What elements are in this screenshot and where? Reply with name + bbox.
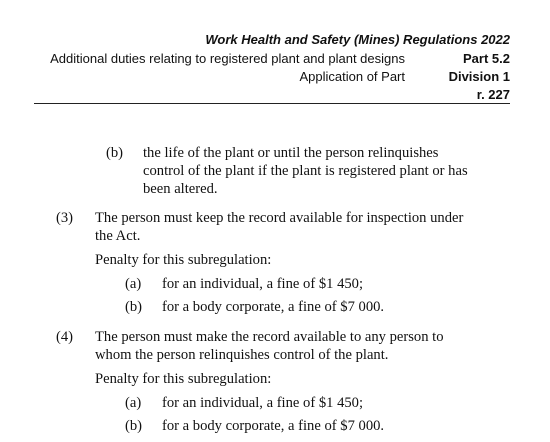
subreg-3-penalty-heading: Penalty for this subregulation: [95, 252, 272, 268]
subreg-3-penalty-a-text: for an individual, a fine of $1 450; [162, 276, 364, 292]
item-b-label: (b) [106, 145, 124, 161]
item-b-line-2: control of the plant if the plant is registered plant or has [143, 163, 468, 179]
subreg-3-line-1: The person must keep the record available for inspection under [95, 210, 464, 226]
subreg-4-penalty-heading: Penalty for this subregulation: [95, 371, 272, 387]
item-b-line-1: the life of the plant or until the person relinquishes [143, 145, 439, 161]
division-number: Division 1 [448, 69, 510, 84]
subreg-3-penalty-b-text: for a body corporate, a fine of $7 000. [162, 299, 385, 315]
subreg-4-penalty-a-label: (a) [125, 395, 142, 411]
subreg-4-penalty-a-text: for an individual, a fine of $1 450; [162, 395, 364, 411]
subreg-4-penalty-b-label: (b) [125, 418, 143, 434]
subreg-4-penalty-b-text: for a body corporate, a fine of $7 000. [162, 418, 385, 434]
subreg-4-line-2: whom the person relinquishes control of the plant. [95, 347, 389, 363]
subreg-3-label: (3) [56, 210, 74, 226]
subreg-3-penalty-b-label: (b) [125, 299, 143, 315]
item-b-line-3: been altered. [143, 181, 218, 197]
subreg-3-line-2: the Act. [95, 228, 141, 244]
regulation-title: Work Health and Safety (Mines) Regulations 2022 [205, 32, 510, 47]
part-number: Part 5.2 [463, 51, 510, 66]
header-rule [34, 103, 510, 104]
subreg-4-line-1: The person must make the record available to any person to [95, 329, 444, 345]
section-heading: Application of Part [299, 69, 405, 84]
regulation-number: r. 227 [476, 87, 510, 102]
chapter-heading: Additional duties relating to registered plant and plant designs [50, 51, 405, 66]
subreg-4-label: (4) [56, 329, 74, 345]
subreg-3-penalty-a-label: (a) [125, 276, 142, 292]
